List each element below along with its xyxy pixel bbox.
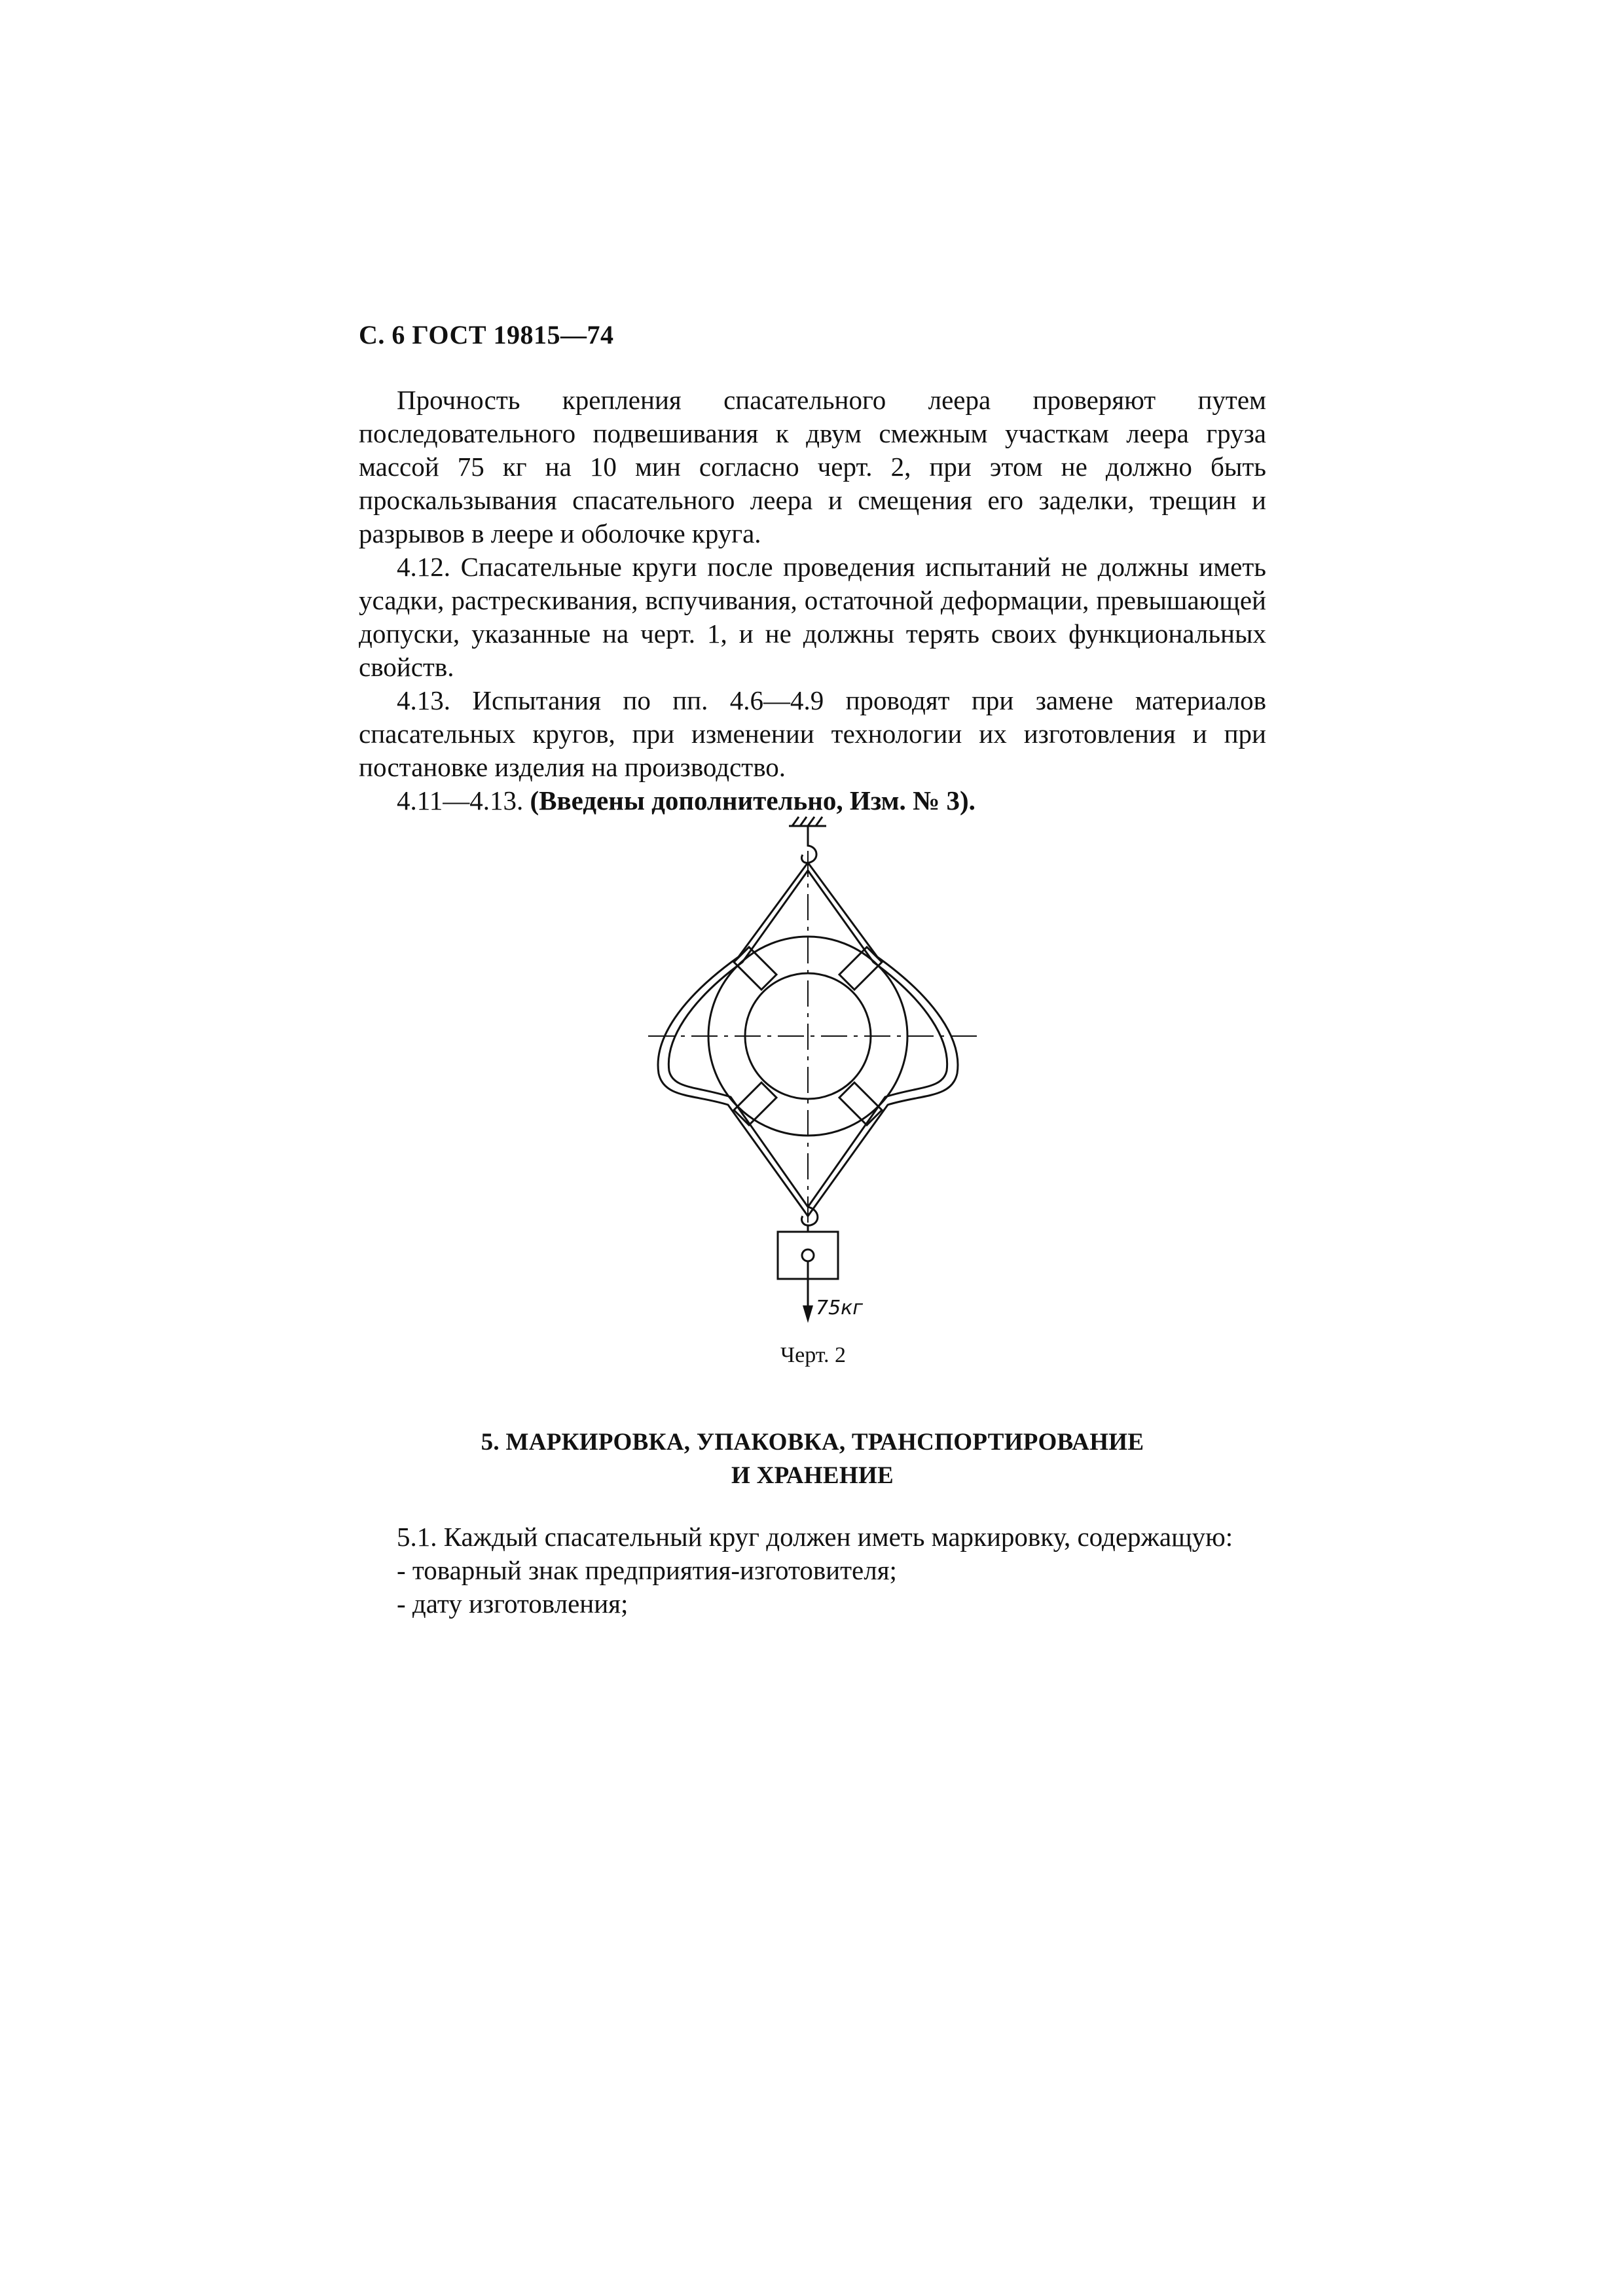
- ceiling-support-icon: [789, 817, 826, 839]
- lifebuoy-test-drawing: [642, 812, 982, 1335]
- rope-band-bottom-left: [734, 1083, 776, 1125]
- section-5-title: [359, 1426, 1266, 1492]
- list-item: - дату изготовления;: [397, 1588, 629, 1619]
- force-arrow-head: [804, 1306, 812, 1319]
- paragraph-4-12: 4.12. Спасательные круги после проведения испытаний не должны иметь усадки, растрескивания, вспучивания, остаточной деформации, превышающей допуски, указанные на черт. 1, и не должны терять своих функциональных свойств.: [359, 552, 1266, 682]
- paragraph-4-13: 4.13. Испытания по пп. 4.6—4.9 проводят при замене материалов спасательных кругов, при изменении технологии их изготовления и при постановке изделия на производство.: [359, 685, 1266, 782]
- figure-caption: Черт. 2: [780, 1343, 847, 1367]
- rope-band-bottom-right: [839, 1083, 882, 1125]
- section-5-title-line2: И ХРАНЕНИЕ: [731, 1462, 894, 1489]
- paragraph-leer-strength: Прочность крепления спасательного леера проверяют путем последовательного подвешивания к двум смежным участкам леера груза массой 75 кг на 10 мин согласно черт. 2, при этом не должно быть проскальзывания спасательного леера и смещения его заделки, трещин и разрывов в леере и оболочке круга.: [359, 385, 1266, 548]
- section-5-title-line1: 5. МАРКИРОВКА, УПАКОВКА, ТРАНСПОРТИРОВАНИЕ: [481, 1429, 1144, 1456]
- weight-ring: [802, 1249, 814, 1261]
- list-item: - товарный знак предприятия-изготовителя;: [397, 1555, 897, 1585]
- paragraph-5-1: 5.1. Каждый спасательный круг должен иметь маркировку, содержащую:: [397, 1522, 1233, 1552]
- load-label: 75кг: [816, 1297, 864, 1319]
- amendment-text: (Введены дополнительно, Изм. № 3).: [530, 785, 976, 816]
- page-header: С. 6 ГОСТ 19815—74: [359, 320, 614, 350]
- amendment-ref: 4.11—4.13.: [397, 785, 530, 816]
- section-5-text: [359, 1520, 1266, 1621]
- section-4-text: [359, 384, 1266, 817]
- top-hook-icon: [801, 839, 816, 863]
